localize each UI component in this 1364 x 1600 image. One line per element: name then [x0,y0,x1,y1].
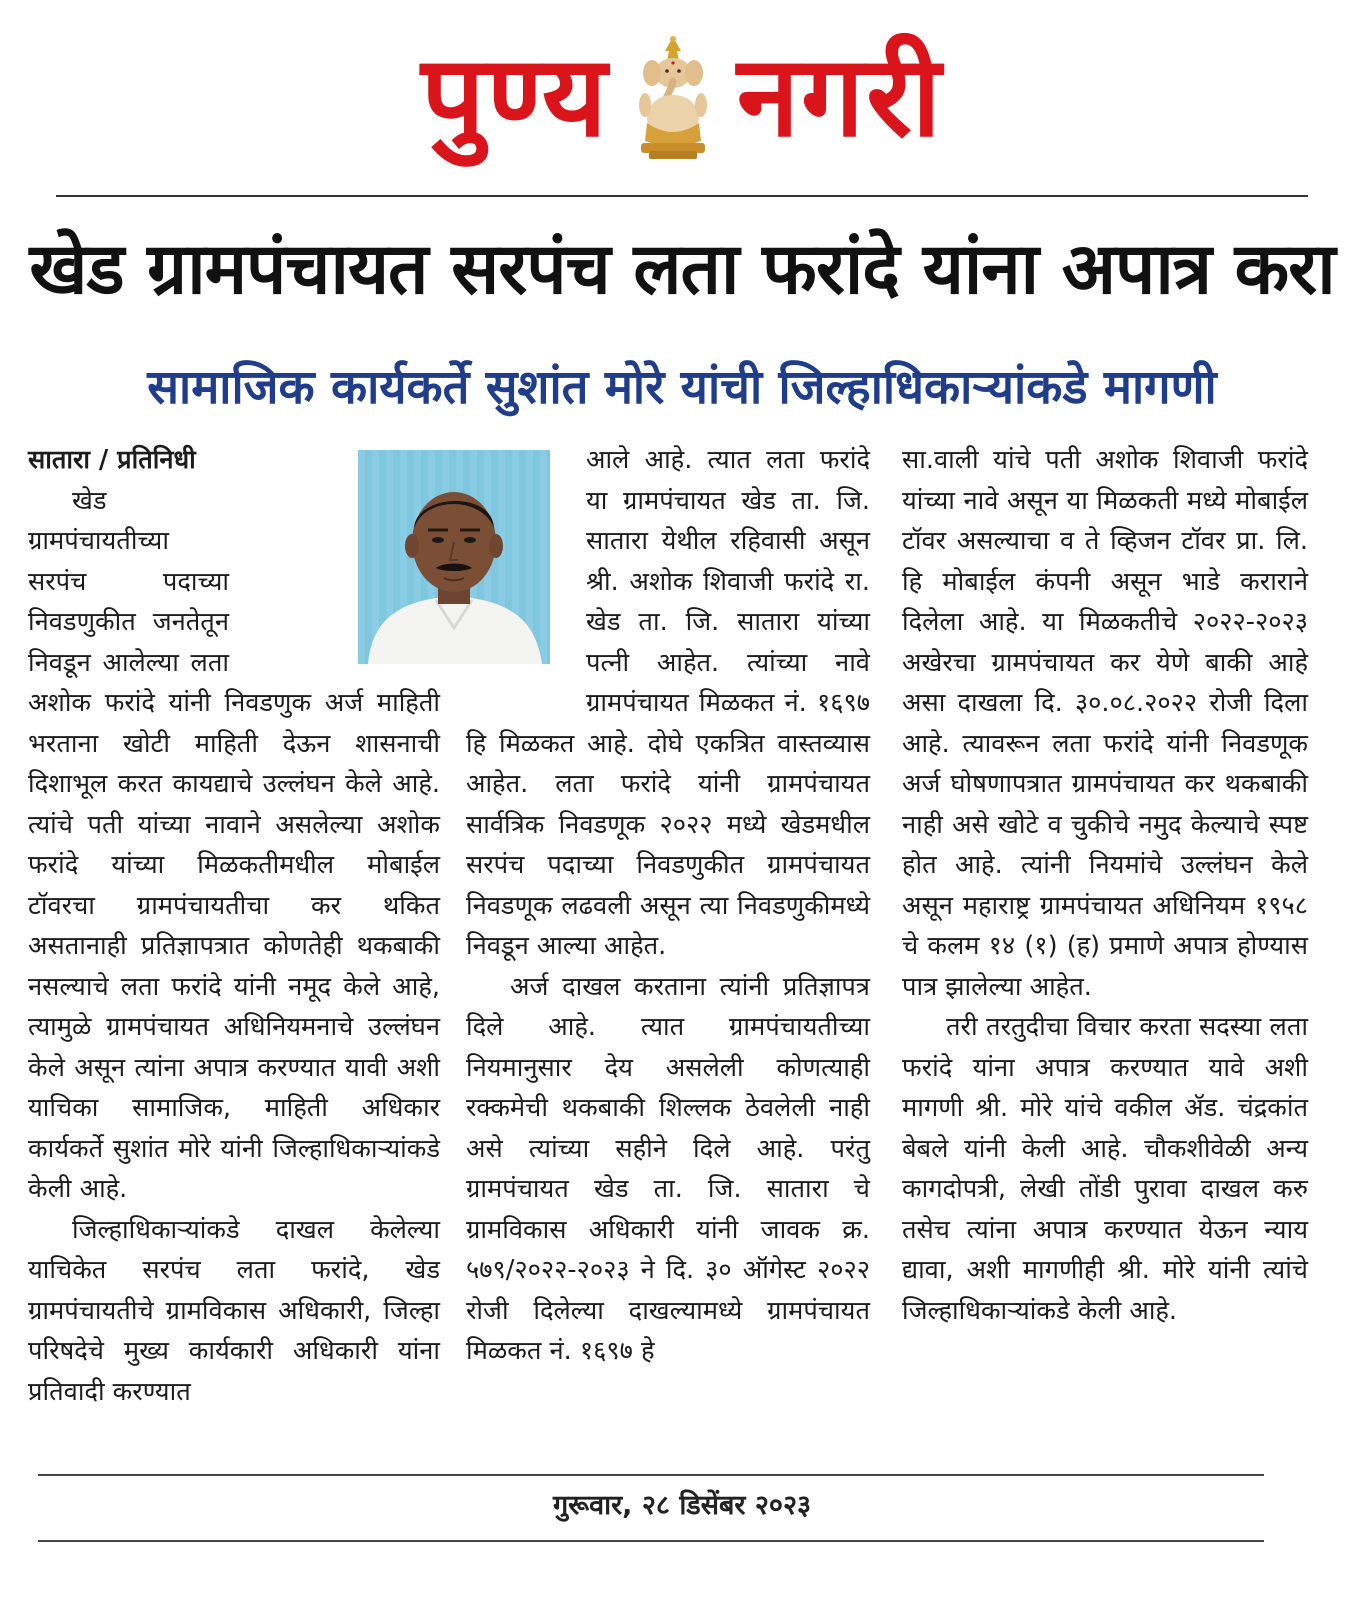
article-paragraph: अर्ज दाखल करताना त्यांनी प्रतिज्ञापत्र दिले आहे. त्यात ग्रामपंचायतीच्या नियमानुसार देय असलेली कोणत्याही रक्कमेची थकबाकी शिल्लक ठेवलेली नाही असे त्यांच्या सहीने दिले आहे. परंतु ग्रामपंचायत खेड ता. जि. सातारा चे ग्रामविकास अधिकारी यांनी जावक क्र. ५७९/२०२२-२०२३ ने दि. ३० ऑगेस्ट २०२२ रोजी दिलेल्या दाखल्यामध्ये ग्रामपंचायत मिळकत नं. १६९७ हे [466,971,870,1366]
portrait-photo [358,450,550,664]
footer-divider-top [38,1474,1264,1476]
subheadline: सामाजिक कार्यकर्ते सुशांत मोरे यांची जिल्हाधिकाऱ्यांकडे मागणी [147,360,1217,415]
article-column-3 [902,440,1308,1331]
masthead-word-right: नगरी [736,32,943,162]
ganesha-idol-icon [627,33,719,161]
article-paragraph: सा.वाली यांचे पती अशोक शिवाजी फरांदे यांच्या नावे असून या मिळकती मध्ये मोबाईल टॉवर असल्याचा व ते व्हिजन टॉवर प्रा. लि. हि मोबाईल कंपनी असून भाडे कराराने दिलेला आहे. या मिळकतीचे २०२२-२०२३ अखेरचा ग्रामपंचायत कर येणे बाकी आहे असा दाखला दि. ३०.०८.२०२२ रोजी दिला आहे. त्यावरून लता फरांदे यांनी निवडणूक अर्ज घोषणापत्रात ग्रामपंचायत कर थकबाकी नाही असे खोटे व चुकीचे नमुद केल्याचे स्पष्ट होत आहे. त्यांनी नियमांचे उल्लंघन केले असून महाराष्ट्र ग्रामपंचायत अधिनियम १९५८ चे कलम १४ (१) (ह) प्रमाणे अपात्र होण्यास पात्र झालेल्या आहेत. [902,445,1308,1002]
dateline: सातारा / प्रतिनिधी [28,445,196,475]
footer-divider-bottom [38,1540,1264,1542]
article-paragraph: तरी तरतुदीचा विचार करता सदस्या लता फरांदे यांना अपात्र करण्यात यावे अशी मागणी श्री. मोरे यांचे वकील ॲड. चंद्रकांत बेबले यांनी केली आहे. चौकशीवेळी अन्य कागदोपत्री, लेखी तोंडी पुरावा दाखल करु तसेच त्यांना अपात्र करण्यात येऊन न्याय द्यावा, अशी मागणीही श्री. मोरे यांनी त्यांचे जिल्हाधिकाऱ्यांकडे केली आहे. [902,1012,1308,1326]
masthead-divider [56,195,1308,197]
portrait-of-man-icon [358,450,550,664]
article-paragraph: जिल्हाधिकाऱ्यांकडे दाखल केलेल्या याचिकेत सरपंच लता फरांदे, खेड ग्रामपंचायतीचे ग्रामविकास अधिकारी, जिल्हा परिषदेचे मुख्य कार्यकारी अधिकारी यांना प्रतिवादी करण्यात [28,1214,440,1407]
publication-date: गुरूवार, २८ डिसेंबर २०२३ [552,1490,812,1521]
article-paragraph: आले आहे. त्यात लता फरांदे या ग्रामपंचायत खेड ता. जि. सातारा येथील रहिवासी असून श्री. अशोक शिवाजी फरांदे रा. खेड ता. जि. सातारा यांच्या पत्नी आहेत. त्यांच्या नावे ग्रामपंचायत मिळकत नं. १६९७ हि मिळकत आहे. दोघे एकत्रित वास्तव्यास आहेत. लता फरांदे यांनी ग्रामपंचायत सार्वत्रिक निवडणूक २०२२ मध्ये खेडमधील सरपंच पदाच्या निवडणुकीत ग्रामपंचायत निवडणूक लढवली असून त्या निवडणुकीमध्ये निवडून आल्या आहेत. [466,445,870,961]
headline: खेड ग्रामपंचायत सरपंच लता फरांदे यांना अपात्र करा [29,227,1335,310]
masthead-word-left: पुण्य [421,32,609,162]
masthead [0,22,1364,172]
article-paragraph: खेड ग्रामपंचायतीच्या सरपंच पदाच्या निवडणुकीत जनतेतून निवडून आलेल्या लता अशोक फरांदे यांनी निवडणुक अर्ज माहिती भरताना खोटी माहिती देऊन शासनाची दिशाभूल करत कायद्याचे उल्लंघन केले आहे. त्यांचे पती यांच्या नावाने असलेल्या अशोक फरांदे यांच्या मिळकतीमधील मोबाईल टॉवरचा ग्रामपंचायतीचा कर थकित असतानाही प्रतिज्ञापत्रात कोणतेही थकबाकी नसल्याचे लता फरांदे यांनी नमूद केले आहे, त्यामुळे ग्रामपंचायत अधिनियमनाचे उल्लंघन केले असून त्यांना अपात्र करण्यात यावी अशी याचिका सामाजिक, माहिती अधिकार कार्यकर्ते सुशांत मोरे यांनी जिल्हाधिकाऱ्यांकडे केली आहे. [28,485,440,1204]
